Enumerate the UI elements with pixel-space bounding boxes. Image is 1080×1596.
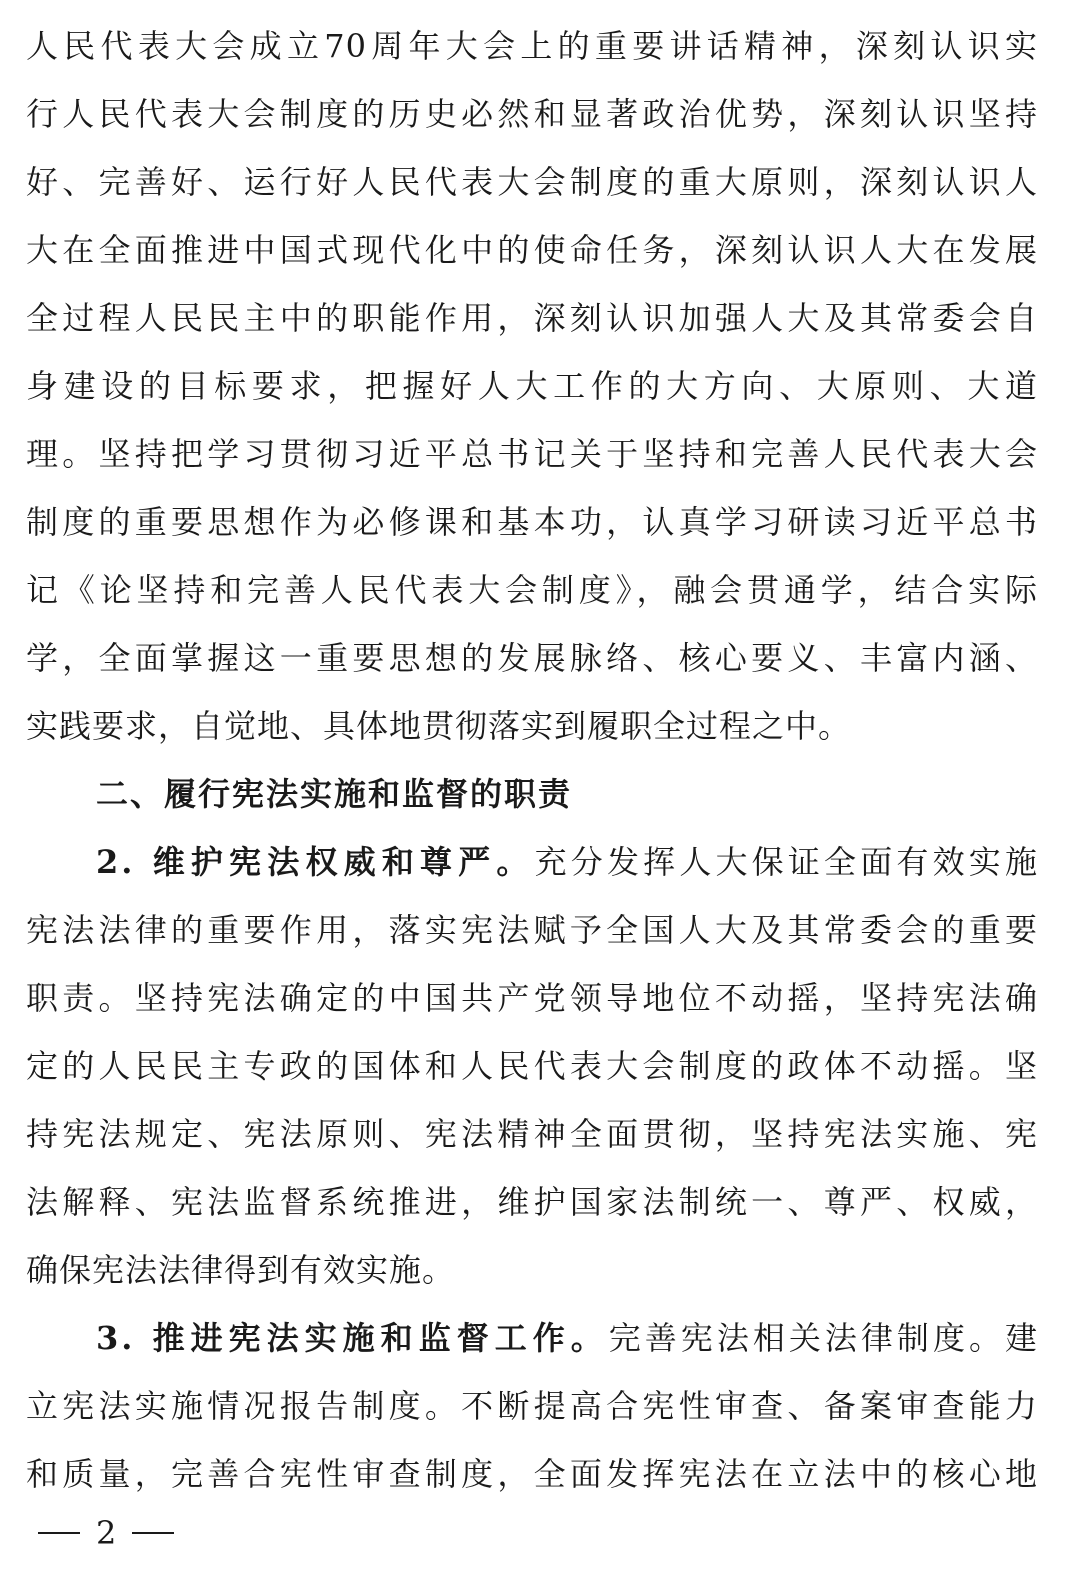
- body-line: 身建设的目标要求，把握好人大工作的大方向、大原则、大道: [26, 367, 1038, 405]
- body-line: 立宪法实施情况报告制度。不断提高合宪性审查、备案审查能力: [26, 1387, 1038, 1425]
- body-line: 制度的重要思想作为必修课和基本功，认真学习研读习近平总书: [26, 503, 1038, 541]
- section-heading: 二、履行宪法实施和监督的职责: [96, 775, 573, 813]
- item-2-first-line-rest: 充分发挥人大保证全面有效实施: [534, 843, 1038, 881]
- body-line: 好、完善好、运行好人民代表大会制度的重大原则，深刻认识人: [26, 163, 1038, 201]
- footer-dash-right: [132, 1532, 174, 1534]
- body-line: 行人民代表大会制度的历史必然和显著政治优势，深刻认识坚持: [26, 95, 1038, 133]
- body-line: 全过程人民民主中的职能作用，深刻认识加强人大及其常委会自: [26, 299, 1038, 337]
- body-line: 定的人民民主专政的国体和人民代表大会制度的政体不动摇。坚: [26, 1047, 1038, 1085]
- body-line: 职责。坚持宪法确定的中国共产党领导地位不动摇，坚持宪法确: [26, 979, 1038, 1017]
- item-2-first-line: [96, 828, 1038, 896]
- body-line: 和质量，完善合宪性审查制度，全面发挥宪法在立法中的核心地: [26, 1455, 1038, 1493]
- item-3-first-line: [96, 1304, 1038, 1372]
- body-line: 理。坚持把学习贯彻习近平总书记关于坚持和完善人民代表大会: [26, 435, 1038, 473]
- footer-dash-left: [38, 1532, 80, 1534]
- body-line: 大在全面推进中国式现代化中的使命任务，深刻认识人大在发展: [26, 231, 1038, 269]
- body-line: 人民代表大会成立70周年大会上的重要讲话精神，深刻认识实: [26, 27, 1038, 65]
- body-line: 确保宪法法律得到有效实施。: [26, 1251, 456, 1289]
- body-line: 宪法法律的重要作用，落实宪法赋予全国人大及其常委会的重要: [26, 911, 1038, 949]
- body-line: 持宪法规定、宪法原则、宪法精神全面贯彻，坚持宪法实施、宪: [26, 1115, 1038, 1153]
- item-3-first-line-rest: 完善宪法相关法律制度。建: [608, 1319, 1038, 1357]
- page-footer: [38, 1507, 174, 1559]
- item-3-lead: 3. 推进宪法实施和监督工作。: [96, 1319, 609, 1357]
- page-number: 2: [96, 1514, 117, 1552]
- item-2-lead: 2. 维护宪法权威和尊严。: [96, 843, 535, 881]
- body-line: 实践要求，自觉地、具体地贯彻落实到履职全过程之中。: [26, 707, 852, 745]
- body-line: 学，全面掌握这一重要思想的发展脉络、核心要义、丰富内涵、: [26, 639, 1038, 677]
- body-line: 法解释、宪法监督系统推进，维护国家法制统一、尊严、权威，: [26, 1183, 1038, 1221]
- body-line: 记《论坚持和完善人民代表大会制度》，融会贯通学，结合实际: [26, 571, 1038, 609]
